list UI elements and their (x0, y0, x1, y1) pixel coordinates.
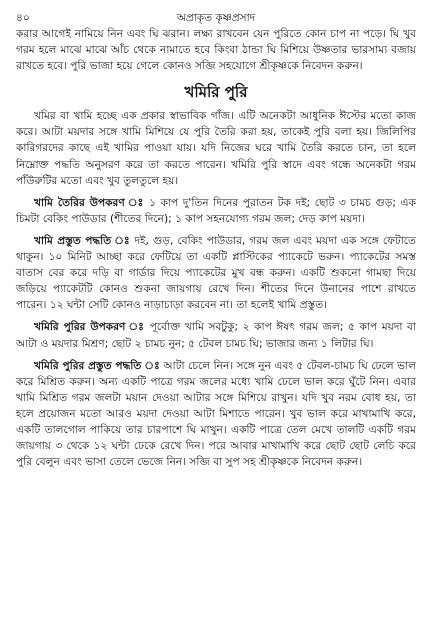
khami-ingredients-paragraph (16, 195, 416, 227)
continuation-paragraph: করার আগেই নামিয়ে নিন এবং ঘি ঝরান। লক্ষ্য রাখবেন যেন পুরিতে কোন চাপ না পড়ে। ঘি খুব গরম হলে মাঝে মাঝে আঁচ থেকে নামাতে হবে কিংবা ঠান্ডা ঘি মিশিয়ে উষ্ণতার ভারসাম্য বজায় রাখতে হবে। পুরি ভাজা হয়ে গেলে কোনও সব্জি সহযোগে শ্রীকৃষ্ণকে নিবেদন করুন। (16, 28, 416, 73)
puri-ingredients-label: খমিরি পুরির উপকরণ ঃ (34, 321, 146, 334)
puri-ingredients-paragraph (16, 319, 416, 351)
puri-method-label: খমিরি পুরির প্রস্তুত পদ্ধতি ঃ (34, 359, 160, 372)
khami-ingredients-text: ১ কাপ দু'তিন দিনের পুরাতন টক দই; ছোট ৩ চামচ গুড়; এক চিমটা বেকিং পাউডার (শীতের দিনে); ১ কাপ সহনযোগ্য গরম জল; দেড় কাপ ময়দা। (16, 196, 416, 225)
puri-ingredients-text: পূর্বোক্ত খামি সবটুকু; ২ কাপ ঈষৎ গরম জল; ৫ কাপ ময়দা বা আটা ও ময়দার মিশ্রণ; ছোট ২ চামচ নুন; ৫ টেবল চামচ ঘি; ভাজার জন্য ১ লিটার ঘি। (16, 321, 416, 350)
khami-method-paragraph (16, 233, 416, 313)
page-number: ৪০ (16, 12, 30, 24)
khami-method-text: দই, গুড়, বেকিং পাউডার, গরম জল এবং ময়দা এক সঙ্গে ফেটাতে থাকুন। ১০ মিনিট আচ্ছা করে ফেটিয়ে তা একটি প্লাস্টিকের প্যাকেটে ভরুন। প্যাকেটের সমস্ত বাতাস বের করে দড়ি বা গার্ডার দিয়ে প্যাকেটের মুখ বন্ধ করুন। একটি শুকনো গামছা দিয়ে জড়িয়ে প্যাকেটটি কোনও শুকনা জায়গায় রেখে দিন। শীতের দিনে উনানের পাশে রাখতে পারেন। ১২ ঘন্টা সেটি কোনও নাড়াচাড়া করবেন না। তা হলেই খামি প্রস্তুত। (16, 234, 416, 312)
khami-ingredients-label: খামি তৈরির উপকরণ ঃ (34, 196, 145, 209)
intro-paragraph: খমির বা খামি হচ্ছে এক প্রকার স্বাভাবিক গাঁজ। এটি অনেকটা আধুনিক ঈস্টের মতো কাজ করে। আটা ময়দার সঙ্গে খামি মিশিয়ে যে পুরি তৈরি করা হয়, তাকেই পুরি বলা হয়। জিলিপির কারিগরদের কাছে এই খামির পাওয়া যায়। যদি নিজের ঘরে খামি তৈরি করতে চান, তা হলে নিম্নোক্ত পদ্ধতি অনুসরণ করে তা করতে পারেন। খমিরি পুরি স্বাদে এবং গন্ধে অনেকটা গরম পাঁউরুটির মতো এবং খুব তুলতুলে হয়। (16, 110, 416, 187)
khami-method-label: খামি প্রস্তুত পদ্ধতি ঃ (34, 234, 131, 247)
puri-method-paragraph (16, 358, 416, 471)
page-header (16, 10, 416, 26)
running-title: অপ্রাকৃত কৃষ্ণপ্রসাদ (176, 12, 256, 24)
page-body (16, 26, 416, 470)
section-title: খমিরি পুরি (184, 83, 248, 102)
puri-method-text: আটা চেলে নিন। সঙ্গে নুন এবং ৫ টেবল-চামচ ঘি ঢেলে ভাল করে মিশ্রিত করুন। অন্য একটি পাত্রে গরম জলের মধ্যে খামি ঢেলে ভাল করে ঘুঁটে নিন। এবার খামি মিশ্রিত গরম জলটা ময়ান দেওয়া আটার সঙ্গে মিশিয়ে রাখুন। যদি খুব নরম বোধ হয়, তা হলে প্রয়োজন মতো আরও ময়দা দেওয়া আটা মিশাতে পারেন। খুব ভাল করে মাখামাখি করে, একটি তালগোল পাকিয়ে তার চারপাশে ঘি মাখুন। একটি পাত্রে তেল মেখে তালটি একটি গরম জায়গায় ৩ থেকে ১২ ঘন্টা ঢেকে রেখে দিন। পরে আবার মাখামাখি করে ছোট ছোট লেচি করে পুরি বেলুন এবং ভাসা তেলে ভেজে নিন। সব্জি বা সুপ সহ শ্রীকৃষ্ণকে নিবেদন করুন। (16, 359, 416, 469)
